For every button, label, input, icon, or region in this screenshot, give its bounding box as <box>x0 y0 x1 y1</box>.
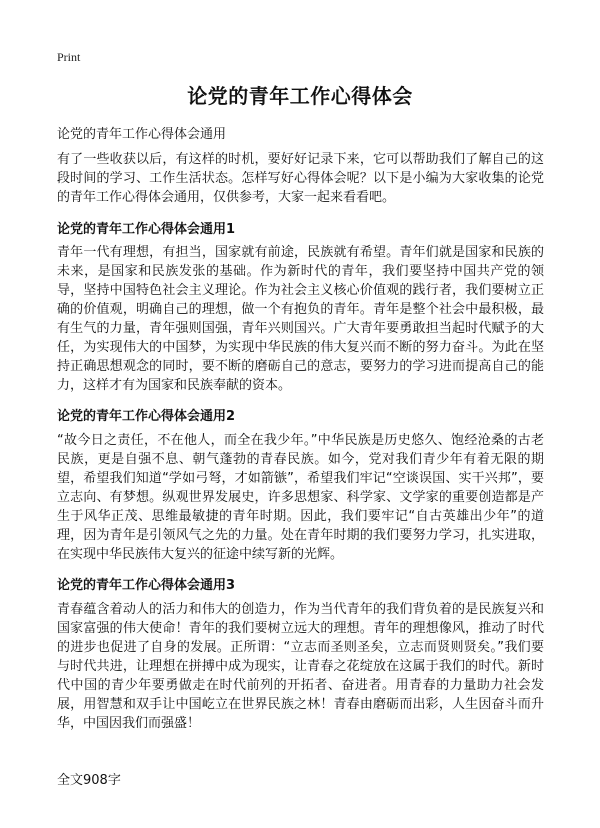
section-heading-1: 论党的青年工作心得体会通用1 <box>57 222 236 237</box>
intro-paragraph: 有了一些收获以后，有这样的时机，要好好记录下来，它可以帮助我们了解自己的这段时间的学习、工作生活状态。怎样写好心得体会呢？以下是小编为大家收集的论党的青年工作心得体会通用，仅供参考，大家一起来看看吧。 <box>57 152 544 205</box>
section-body-1: 青年一代有理想，有担当，国家就有前途，民族就有希望。青年们就是国家和民族的未来，是国家和民族发张的基础。作为新时代的青年，我们要坚持中国共产党的领导，坚持中国特色社会主义理论。作为社会主义核心价值观的践行者，我们要树立正确的价值观，明确自己的理想，做一个有抱负的青年。青年是整个社会中最积极，最有生气的力量，青年强则国强，青年兴则国兴。广大青年要勇敢担当起时代赋予的大任，为实现伟大的中国梦，为实现中华民族的伟大复兴而不断的努力奋斗。为此在坚持正确思想观念的同时，要不断的磨砺自己的意志，要努力的学习进而提高自己的能力，这样才有为国家和民族奉献的资本。 <box>57 245 544 393</box>
print-link[interactable]: Print <box>57 50 81 64</box>
section-heading-3: 论党的青年工作心得体会通用3 <box>57 578 236 593</box>
word-count: 全文908字 <box>57 773 121 788</box>
document-subtitle: 论党的青年工作心得体会通用 <box>57 127 227 142</box>
section-heading-2: 论党的青年工作心得体会通用2 <box>57 409 236 424</box>
section-body-3: 青春蕴含着动人的活力和伟大的创造力，作为当代青年的我们背负着的是民族复兴和国家富强的伟大使命！青年的我们要树立远大的理想。青年的理想像风，推动了时代的进步也促进了自身的发展。正所谓：“立志而圣则圣矣，立志而贤则贤矣。”我们要与时代共进，让理想在拼搏中成为现实，让青春之花绽放在这属于我们的时代。新时代中国的青少年要勇做走在时代前列的开拓者、奋进者。用青春的力量助力社会发展，用智慧和双手让中国屹立在世界民族之林！青春由磨砺而出彩，人生因奋斗而升华，中国因我们而强盛！ <box>57 602 544 731</box>
section-body-2: “故今日之责任，不在他人，而全在我少年。”中华民族是历史悠久、饱经沧桑的古老民族，更是自强不息、朝气蓬勃的青春民族。如今，党对我们青少年有着无限的期望，希望我们知道“学如弓弩，才如箭镞”，希望我们牢记“空谈误国、实干兴邦”，要立志向、有梦想。纵观世界发展史，许多思想家、科学家、文学家的重要创造都是产生于风华正茂、思维最敏捷的青年时期。因此，我们要牢记“自古英雄出少年”的道理，因为青年是引领风气之先的力量。处在青年时期的我们要努力学习，扎实进取，在实现中华民族伟大复兴的征途中续写新的光辉。 <box>57 433 544 562</box>
page-title: 论党的青年工作心得体会 <box>187 84 413 108</box>
